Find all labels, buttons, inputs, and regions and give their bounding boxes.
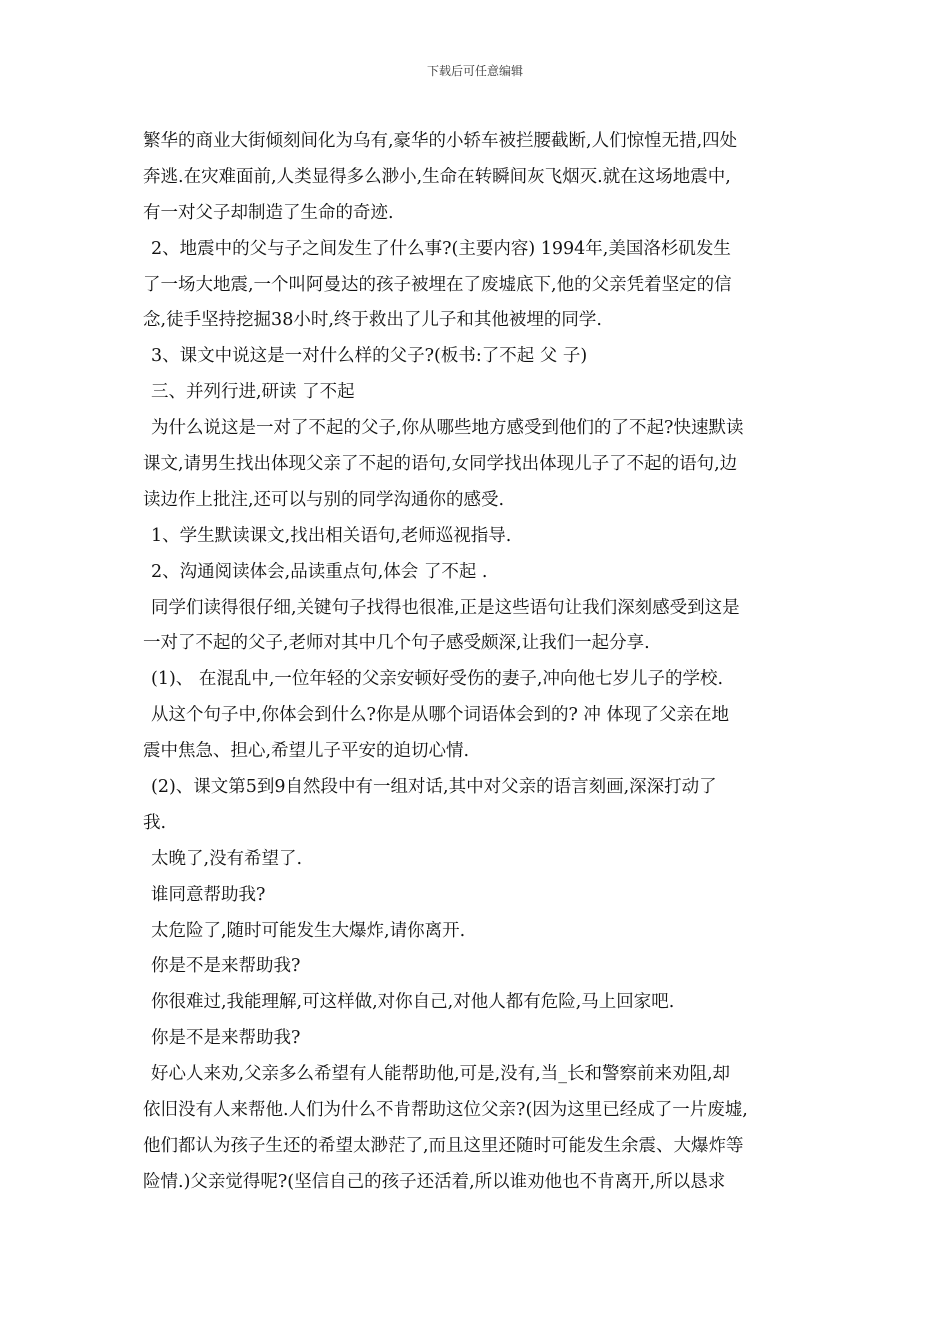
text-line: 你很难过,我能理解,可这样做,对你自己,对他人都有危险,马上回家吧. (151, 992, 675, 1013)
text-line: 繁华的商业大街倾刻间化为乌有,豪华的小轿车被拦腰截断,人们惊惶无措,四处 (143, 131, 738, 151)
text-line: (2)、课文第5到9自然段中有一组对话,其中对父亲的语言刻画,深深打动了 (151, 777, 717, 798)
text-line: 三、并列行进,研读 了不起 (151, 382, 355, 403)
text-line: 我. (143, 812, 167, 833)
text-line: 他们都认为孩子生还的希望太渺茫了,而且这里还随时可能发生余震、大爆炸等 (143, 1135, 744, 1156)
text-line: 课文,请男生找出体现父亲了不起的语句,女同学找出体现儿子了不起的语句,边 (143, 454, 738, 475)
text-line: 奔逃.在灾难面前,人类显得多么渺小,生命在转瞬间灰飞烟灭.就在这场地震中, (143, 166, 731, 187)
text-line: 依旧没有人来帮他.人们为什么不肯帮助这位父亲?(因为这里已经成了一片废墟, (143, 1100, 748, 1121)
text-line: 了一场大地震,一个叫阿曼达的孩子被埋在了废墟底下,他的父亲凭着坚定的信 (143, 274, 732, 295)
text-line: 震中焦急、担心,希望儿子平安的迫切心情. (143, 741, 470, 762)
text-line: 一对了不起的父子,老师对其中几个句子感受颇深,让我们一起分享. (143, 633, 650, 654)
text-line: 太晚了,没有希望了. (151, 848, 303, 869)
text-line: 谁同意帮助我? (151, 884, 266, 905)
text-line: 你是不是来帮助我? (151, 956, 301, 977)
text-line: 2、沟通阅读体会,品读重点句,体会 了不起 . (151, 561, 488, 582)
text-line: 有一对父子却制造了生命的奇迹. (143, 202, 394, 223)
text-line: 太危险了,随时可能发生大爆炸,请你离开. (151, 920, 466, 941)
text-line: 险情.)父亲觉得呢?(坚信自己的孩子还活着,所以谁劝他也不肯离开,所以恳求 (143, 1171, 726, 1192)
text-line: 念,徒手坚持挖掘38小时,终于救出了儿子和其他被埋的同学. (143, 310, 602, 331)
text-line: 2、地震中的父与子之间发生了什么事?(主要内容) 1994年,美国洛杉矶发生 (151, 238, 731, 259)
text-line: 为什么说这是一对了不起的父子,你从哪些地方感受到他们的了不起?快速默读 (151, 418, 744, 439)
text-line: (1)、 在混乱中,一位年轻的父亲安顿好受伤的妻子,冲向他七岁儿子的学校. (151, 669, 724, 690)
text-line: 3、课文中说这是一对什么样的父子?(板书:了不起 父 子) (151, 346, 588, 367)
text-line: 好心人来劝,父亲多么希望有人能帮助他,可是,没有,当_长和警察前来劝阻,却 (151, 1064, 731, 1085)
text-line: 从这个句子中,你体会到什么?你是从哪个词语体会到的? 冲 体现了父亲在地 (151, 705, 729, 726)
text-line: 你是不是来帮助我? (151, 1028, 301, 1049)
body-text (143, 124, 813, 1201)
text-line: 同学们读得很仔细,关键句子找得也很准,正是这些语句让我们深刻感受到这是 (151, 597, 740, 618)
text-line: 读边作上批注,还可以与别的同学沟通你的感受. (143, 489, 505, 510)
text-line: 1、学生默读课文,找出相关语句,老师巡视指导. (151, 525, 512, 546)
page-header: 下载后可任意编辑 (426, 64, 523, 78)
